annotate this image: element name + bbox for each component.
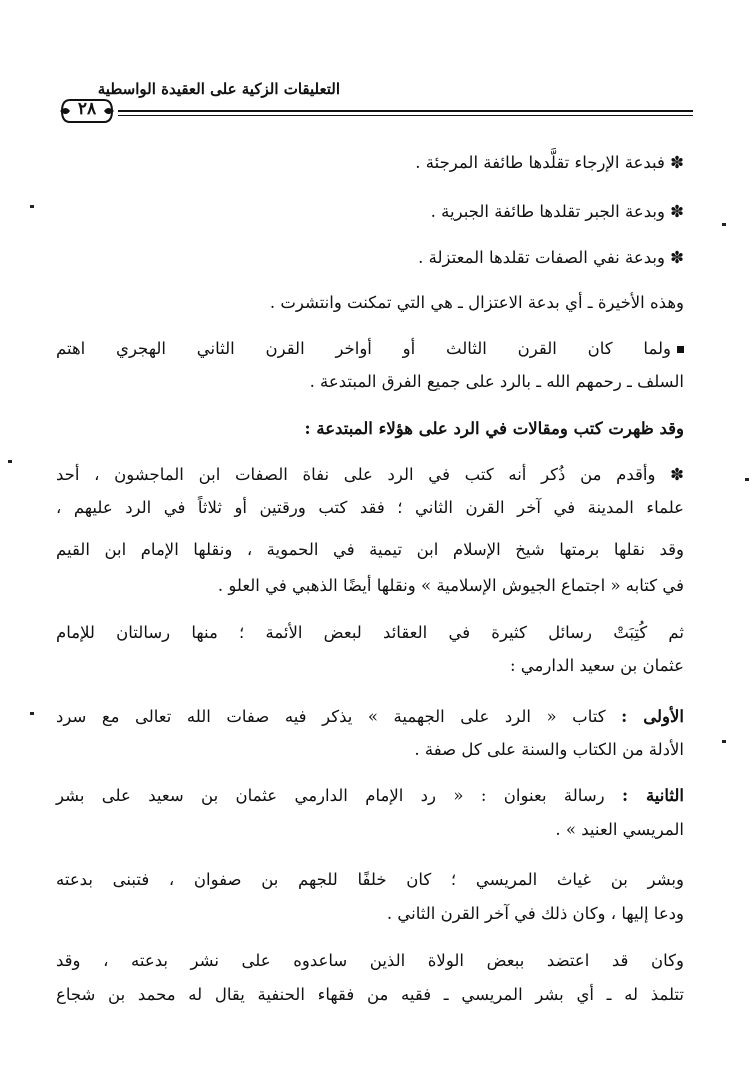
- text-line: وهذه الأخيرة ـ أي بدعة الاعتزال ـ هي التي تمكنت وانتشرت .: [269, 293, 684, 312]
- text-line: الأدلة من الكتاب والسنة على كل صفة .: [414, 740, 684, 759]
- section-heading: وقد ظهرت كتب ومقالات في الرد على هؤلاء المبتدعة :: [304, 419, 684, 438]
- square-bullet-icon: [677, 346, 684, 353]
- text-line: ✽ وبدعة نفي الصفات تقلدها المعتزلة .: [418, 248, 684, 267]
- text-line: ثم كُتِبَتْ رسائل كثيرة في العقائد لبعض الأئمة ؛ منها رسالتان للإمام: [56, 623, 684, 642]
- margin-mark: [722, 740, 726, 743]
- item-label-first: الأولى :: [621, 707, 685, 726]
- text-line: ✽ فبدعة الإرجاء تقلَّدها طائفة المرجئة .: [415, 153, 684, 172]
- page-number: ٢٨: [77, 99, 97, 119]
- item-label-second: الثانية :: [622, 786, 685, 805]
- text-line: وكان قد اعتضد ببعض الولاة الذين ساعدوه على نشر بدعته ، وقد: [56, 951, 684, 970]
- text-span: ولما كان القرن الثالث أو أواخر القرن الثاني الهجري اهتم: [56, 339, 671, 358]
- margin-mark: [30, 205, 34, 208]
- text-line: السلف ـ رحمهم الله ـ بالرد على جميع الفرق المبتدعة .: [309, 372, 684, 391]
- page-number-ornament: [60, 96, 114, 126]
- text-line: ✽ وبدعة الجبر تقلدها طائفة الجبرية .: [430, 202, 684, 221]
- margin-mark: [8, 460, 12, 463]
- text-line: وقد نقلها برمتها شيخ الإسلام ابن تيمية في الحموية ، ونقلها الإمام ابن القيم: [56, 540, 684, 559]
- margin-mark: [30, 712, 34, 715]
- text-line: عثمان بن سعيد الدارمي :: [509, 656, 684, 675]
- running-header-title: التعليقات الزكية على العقيدة الواسطية: [97, 80, 340, 98]
- text-line: تتلمذ له ـ أي بشر المريسي ـ فقيه من فقهاء الحنفية يقال له محمد بن شجاع: [56, 985, 684, 1004]
- text-line: [56, 705, 684, 729]
- text-line: ✽ وأقدم من ذُكر أنه كتب في الرد على نفاة الصفات ابن الماجشون ، أحد: [56, 465, 684, 484]
- text-span: رسالة بعنوان : « رد الإمام الدارمي عثمان بن سعيد على بشر: [56, 786, 605, 805]
- text-line: وبشر بن غياث المريسي ؛ كان خلفًا للجهم بن صفوان ، فتبنى بدعته: [56, 870, 684, 889]
- text-line: [56, 337, 684, 361]
- margin-mark: [745, 478, 749, 481]
- header-rule-thin: [118, 115, 693, 116]
- margin-mark: [722, 223, 726, 226]
- text-line: في كتابه « اجتماع الجيوش الإسلامية » ونقلها أيضًا الذهبي في العلو .: [217, 576, 684, 595]
- text-line: المريسي العنيد » .: [555, 820, 684, 839]
- text-line: ودعا إليها ، وكان ذلك في آخر القرن الثاني .: [386, 904, 684, 923]
- text-line: علماء المدينة في آخر القرن الثاني ؛ فقد كتب ورقتين أو ثلاثاً في الرد عليهم ،: [56, 498, 684, 517]
- text-span: كتاب « الرد على الجهمية » يذكر فيه صفات الله تعالى مع سرد: [56, 707, 606, 726]
- header-rule-thick: [118, 110, 693, 112]
- text-line: [56, 784, 684, 808]
